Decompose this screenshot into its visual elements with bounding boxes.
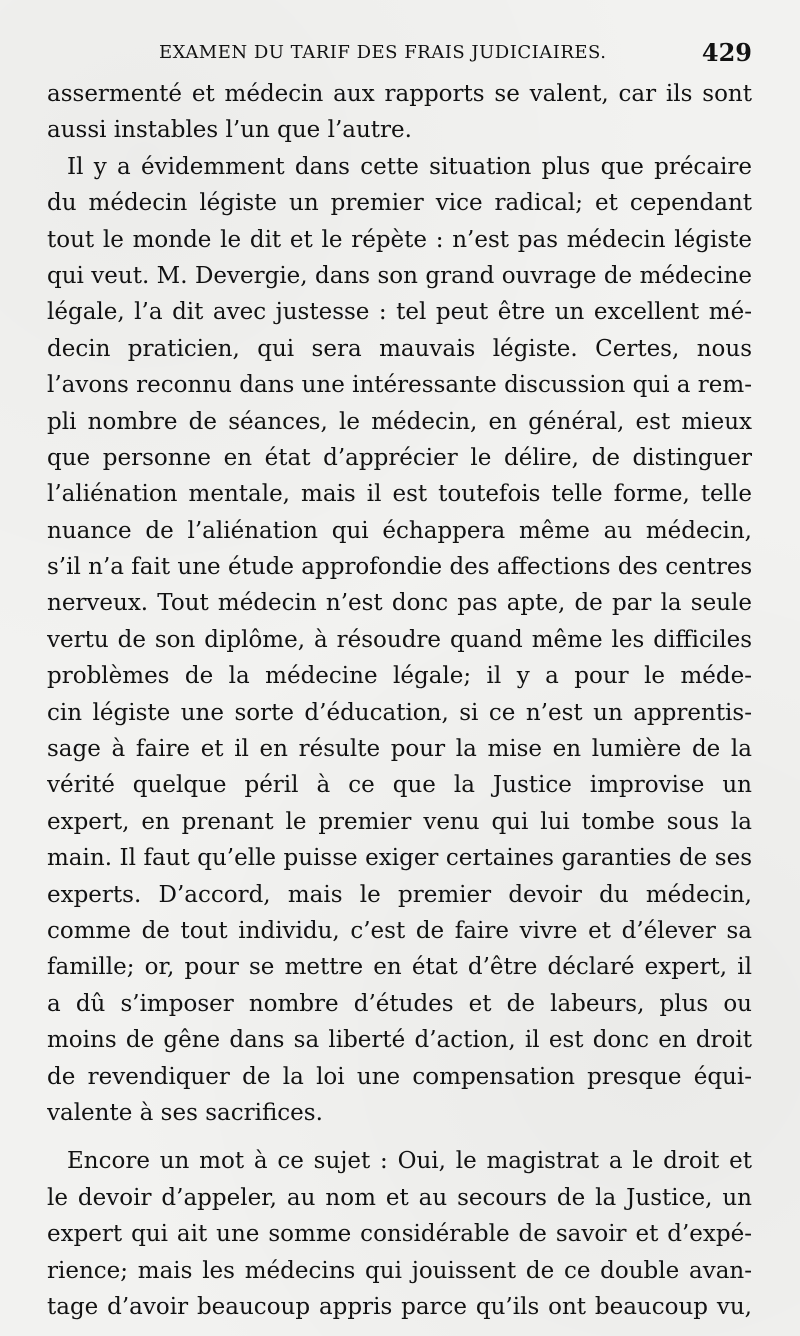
text-line: aussi instables l’un que l’autre. xyxy=(47,117,412,144)
text-line: comme de tout individu, c’est de faire vivre et d’élever sa xyxy=(47,917,752,944)
text-line: tage d’avoir beaucoup appris parce qu’ils ont beaucoup vu, xyxy=(47,1293,752,1320)
text-line: légale, l’a dit avec justesse : tel peut être un excellent mé- xyxy=(47,299,752,326)
text-line: pli nombre de séances, le médecin, en général, est mieux xyxy=(47,408,752,435)
text-line: de revendiquer de la loi une compensation presque équi- xyxy=(47,1063,752,1090)
text-line: expert qui ait une somme considérable de savoir et d’expé- xyxy=(47,1221,752,1248)
text-line: vérité quelque péril à ce que la Justice improvise un xyxy=(47,772,752,799)
running-title: EXAMEN DU TARIF DES FRAIS JUDICIAIRES. xyxy=(159,42,607,63)
text-line: sage à faire et il en résulte pour la mise en lumière de la xyxy=(47,736,752,763)
text-line: cin légiste une sorte d’éducation, si ce n’est un apprentis- xyxy=(47,699,752,726)
page-header xyxy=(47,38,752,74)
body-text xyxy=(47,76,752,1325)
text-line: nuance de l’aliénation qui échappera même au médecin, xyxy=(47,517,752,544)
text-line: moins de gêne dans sa liberté d’action, il est donc en droit xyxy=(47,1027,752,1054)
text-line: experts. D’accord, mais le premier devoir du médecin, xyxy=(47,881,752,908)
text-line: nerveux. Tout médecin n’est donc pas apte, de par la seule xyxy=(47,590,752,617)
text-line: le devoir d’appeler, au nom et au secours de la Justice, un xyxy=(47,1184,752,1211)
text-line: Il y a évidemment dans cette situation plus que précaire xyxy=(67,153,752,180)
text-line: l’avons reconnu dans une intéressante discussion qui a rem- xyxy=(47,372,752,399)
text-line: assermenté et médecin aux rapports se valent, car ils sont xyxy=(47,81,752,107)
text-line: s’il n’a fait une étude approfondie des affections des centres xyxy=(47,554,752,581)
text-line: tout le monde le dit et le répète : n’est pas médecin légiste xyxy=(47,226,752,253)
page-number: 429 xyxy=(701,38,752,67)
text-line: l’aliénation mentale, mais il est toutefois telle forme, telle xyxy=(47,481,752,508)
text-line: qui veut. M. Devergie, dans son grand ouvrage de médecine xyxy=(47,262,752,289)
text-line: du médecin légiste un premier vice radical; et cependant xyxy=(47,190,752,217)
text-line: a dû s’imposer nombre d’études et de labeurs, plus ou xyxy=(47,990,752,1017)
text-line: que personne en état d’apprécier le délire, de distinguer xyxy=(47,444,752,471)
text-line: valente à ses sacrifices. xyxy=(47,1099,323,1126)
text-line: rience; mais les médecins qui jouissent de ce double avan- xyxy=(47,1257,752,1284)
text-line: main. Il faut qu’elle puisse exiger certaines garanties de ses xyxy=(47,845,752,872)
text-line: Encore un mot à ce sujet : Oui, le magistrat a le droit et xyxy=(67,1148,752,1175)
text-line: famille; or, pour se mettre en état d’être déclaré expert, il xyxy=(47,954,752,981)
text-line: expert, en prenant le premier venu qui lui tombe sous la xyxy=(47,808,752,835)
paragraph-gap xyxy=(47,1131,752,1143)
text-line: vertu de son diplôme, à résoudre quand même les difficiles xyxy=(47,626,752,653)
text-line: decin praticien, qui sera mauvais légiste. Certes, nous xyxy=(47,335,752,362)
text-line: problèmes de la médecine légale; il y a pour le méde- xyxy=(47,663,752,690)
